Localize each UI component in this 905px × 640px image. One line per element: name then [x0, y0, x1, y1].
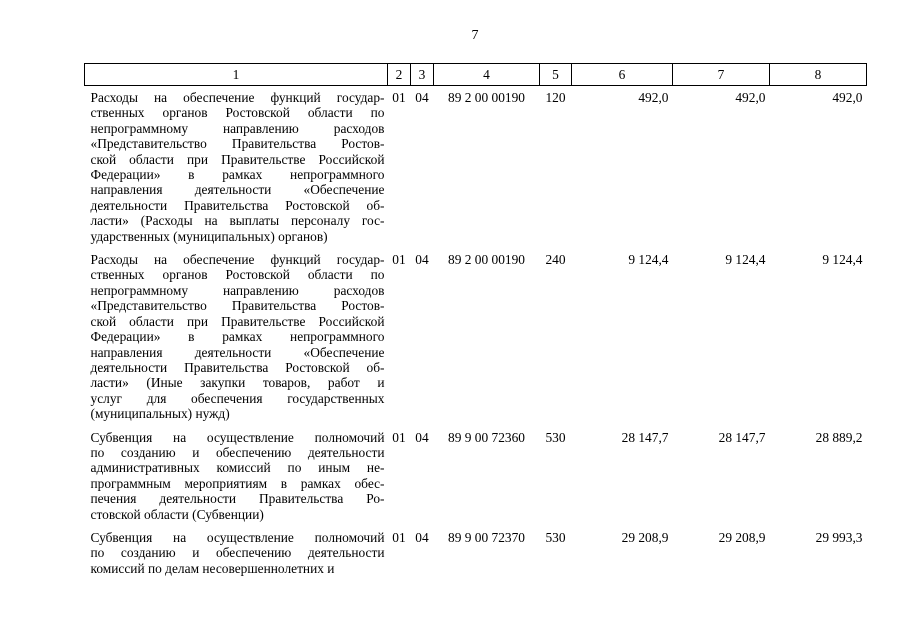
header-col-1: 1 [85, 64, 388, 86]
description-line: услуг для обеспечения государственных [90, 390, 385, 406]
description-line: административных комиссий по иным не- [90, 460, 385, 476]
description-line: Федерации» в рамках непрограммного [90, 329, 385, 345]
description-line: ственных органов Ростовской области по [90, 267, 385, 283]
row-target-code: 89 9 00 72360 [448, 429, 525, 445]
row-amount-col-7: 9 124,4 [725, 252, 766, 268]
row-amount-col-7: 29 208,9 [718, 529, 766, 545]
row-subsection-code: 04 [415, 429, 429, 445]
row-amount-col-6: 29 208,9 [621, 529, 669, 545]
row-target-code: 89 9 00 72370 [448, 529, 525, 545]
row-expense-type-code: 530 [545, 529, 566, 545]
row-amount-col-6: 9 124,4 [628, 252, 669, 268]
description-line: Расходы на обеспечение функций государ- [90, 252, 385, 268]
row-amount-col-8: 492,0 [832, 90, 863, 105]
row-section-code: 01 [392, 90, 406, 105]
description-line: направления деятельности «Обеспечение [90, 182, 385, 198]
header-row [85, 64, 867, 86]
description-line: Субвенция на осуществление полномочий [90, 429, 385, 445]
row-amount-col-8: 29 993,3 [815, 529, 863, 545]
header-col-8: 8 [770, 64, 867, 86]
table-row [85, 86, 867, 245]
table-header [85, 64, 867, 86]
header-col-5: 5 [540, 64, 572, 86]
row-section-code: 01 [392, 429, 406, 445]
table-row [85, 244, 867, 421]
description-line: непрограммному направлению расходов [90, 282, 385, 298]
row-target-code: 89 2 00 00190 [448, 252, 525, 268]
header-col-3: 3 [411, 64, 434, 86]
row-amount-col-6: 28 147,7 [621, 429, 669, 445]
row-description [85, 522, 388, 576]
description-line: непрограммному направлению расходов [90, 120, 385, 136]
description-line: ской области при Правительстве Российской [90, 313, 385, 329]
description-line: печения деятельности Правительства Ро- [90, 491, 385, 507]
description-line: ласти» (Иные закупки товаров, работ и [90, 375, 385, 391]
table-body [85, 86, 867, 577]
description-line: ской области при Правительстве Российской [90, 151, 385, 167]
row-description [85, 86, 388, 245]
row-amount-col-8: 9 124,4 [822, 252, 863, 268]
header-col-7: 7 [673, 64, 770, 86]
row-description [85, 422, 388, 522]
row-amount-col-7: 28 147,7 [718, 429, 766, 445]
description-line: ласти» (Расходы на выплаты персоналу гос- [90, 213, 385, 229]
row-amount-col-7: 492,0 [735, 90, 766, 105]
row-expense-type-code: 120 [545, 90, 566, 105]
description-line: комиссий по делам несовершеннолетних и [90, 560, 335, 576]
row-subsection-code: 04 [415, 529, 429, 545]
row-amount-col-8: 28 889,2 [815, 429, 863, 445]
description-line: деятельности Правительства Ростовской об- [90, 359, 385, 375]
table-row [85, 422, 867, 522]
row-subsection-code: 04 [415, 252, 429, 268]
description-line: ударственных (муниципальных) органов) [90, 228, 328, 244]
table-row [85, 522, 867, 576]
description-line: программным мероприятиям в рамках обес- [90, 475, 385, 491]
header-col-6: 6 [572, 64, 673, 86]
budget-table [84, 63, 867, 576]
row-subsection-code: 04 [415, 90, 429, 105]
description-line: ственных органов Ростовской области по [90, 105, 385, 121]
row-target-code: 89 2 00 00190 [448, 90, 525, 105]
description-line: «Представительство Правительства Ростов- [90, 136, 385, 152]
description-line: Субвенция на осуществление полномочий [90, 529, 385, 545]
row-section-code: 01 [392, 529, 406, 545]
page-number: 7 [471, 28, 479, 43]
description-line: «Представительство Правительства Ростов- [90, 298, 385, 314]
row-section-code: 01 [392, 252, 406, 268]
row-amount-col-6: 492,0 [638, 90, 669, 105]
row-expense-type-code: 240 [545, 252, 566, 268]
row-expense-type-code: 530 [545, 429, 566, 445]
header-col-2: 2 [388, 64, 411, 86]
description-line: по созданию и обеспечению деятельности [90, 545, 385, 561]
description-line: Расходы на обеспечение функций государ- [90, 90, 385, 105]
header-col-4: 4 [434, 64, 540, 86]
description-line: деятельности Правительства Ростовской об- [90, 197, 385, 213]
description-line: направления деятельности «Обеспечение [90, 344, 385, 360]
description-line: (муниципальных) нужд) [90, 406, 230, 422]
description-line: Федерации» в рамках непрограммного [90, 167, 385, 183]
description-line: по созданию и обеспечению деятельности [90, 444, 385, 460]
row-description [85, 244, 388, 421]
description-line: стовской области (Субвенции) [90, 506, 264, 522]
